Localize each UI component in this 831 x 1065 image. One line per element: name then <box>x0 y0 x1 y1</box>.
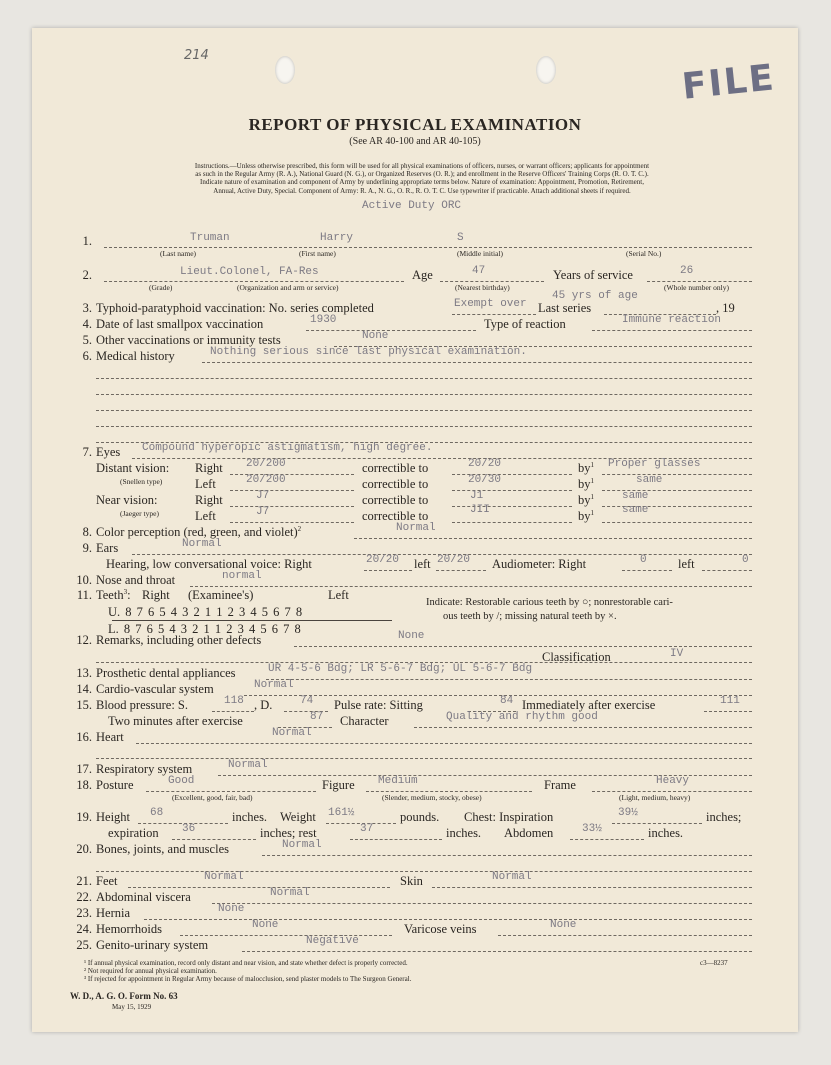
item-number: 5. <box>82 333 92 347</box>
year-suffix: , 19 <box>716 301 735 315</box>
typhoid-field[interactable]: Exempt over <box>454 298 527 310</box>
underline <box>230 506 354 507</box>
item-number: 2. <box>82 268 92 282</box>
typed-component: Active Duty ORC <box>362 200 462 212</box>
height-field[interactable]: 68 <box>150 807 164 819</box>
inches-label: inches. <box>648 826 684 840</box>
underline <box>702 570 752 571</box>
punch-hole <box>536 56 556 84</box>
underline <box>602 522 752 523</box>
underline <box>306 330 476 331</box>
instructions <box>87 162 757 195</box>
near-vision-label: Near vision: <box>96 493 158 507</box>
posture-label: Posture <box>96 778 134 792</box>
classification-label: Classification <box>542 650 611 664</box>
right-label: Right <box>195 461 223 475</box>
underline <box>436 570 486 571</box>
underline <box>180 935 392 936</box>
teeth-instruction: Indicate: Restorable carious teeth by ○; nonrestorable cari- <box>426 597 673 608</box>
item-number: 12. <box>76 633 92 647</box>
character-field[interactable]: Quality and rhythm good <box>446 711 598 723</box>
last-name-field[interactable]: Truman <box>190 232 230 244</box>
smallpox-label: Date of last smallpox vaccination <box>96 317 264 331</box>
underline <box>104 281 404 282</box>
underline <box>244 695 752 696</box>
hint-label: (Excellent, good, fair, bad) <box>172 793 253 802</box>
last-series-field[interactable]: 45 yrs of age <box>552 290 638 302</box>
hearing-left-field[interactable]: 20/20 <box>437 554 471 566</box>
item-number: 21. <box>76 874 92 888</box>
item-number: 23. <box>76 906 92 920</box>
blank-line <box>96 410 752 411</box>
pencil-note: 214 <box>184 48 209 63</box>
hearing-label: Hearing, low conversational voice: Right <box>106 557 312 571</box>
underline <box>704 711 752 712</box>
distant-vision-label: Distant vision: <box>96 461 170 475</box>
hernia-label: Hernia <box>96 906 131 920</box>
underline <box>136 743 752 744</box>
audiometer-left-label: left <box>678 557 695 571</box>
near-left-by[interactable]: same <box>622 504 649 516</box>
bp-systolic-field[interactable]: 118 <box>224 695 244 707</box>
bp-diastolic-field[interactable]: 74 <box>300 695 314 707</box>
first-name-field[interactable]: Harry <box>320 232 354 244</box>
near-left-field[interactable]: J7 <box>256 506 270 518</box>
underline <box>212 711 254 712</box>
hemorrhoids-label: Hemorrhoids <box>96 922 162 936</box>
left-label: Left <box>195 477 216 491</box>
prosthetic-label: Prosthetic dental appliances <box>96 666 236 680</box>
remarks-label: Remarks, including other defects <box>96 633 262 647</box>
by-label: $by^1$ <box>578 477 594 492</box>
item-number: 1. <box>82 234 92 248</box>
item-number: 10. <box>76 573 92 587</box>
pulse-label: Pulse rate: Sitting <box>334 698 423 712</box>
teeth-divider <box>112 620 392 621</box>
inches-label: inches; <box>706 810 742 824</box>
years-field[interactable]: 26 <box>680 265 694 277</box>
underline <box>350 839 442 840</box>
item-number: 7. <box>82 445 92 459</box>
distant-left-by[interactable]: same <box>636 474 663 486</box>
item-number: 3. <box>82 301 92 315</box>
middle-initial-field[interactable]: S <box>457 232 464 244</box>
inches-label: inches. <box>446 826 482 840</box>
hearing-right-field[interactable]: 20/20 <box>366 554 400 566</box>
item-number: 20. <box>76 842 92 856</box>
item-number: 9. <box>82 541 92 555</box>
underline <box>144 919 752 920</box>
blank-line <box>96 758 752 759</box>
form-subtitle: (See AR 40-100 and AR 40-105) <box>349 136 481 147</box>
audiometer-label: Audiometer: Right <box>492 557 587 571</box>
hint-label: (Middle initial) <box>457 249 504 258</box>
right-label: Right <box>195 493 223 507</box>
underline <box>354 538 752 539</box>
hint-label: (Last name) <box>160 249 197 258</box>
instructions-line: Instructions.—Unless otherwise prescribed, this form will be used for all physical examinations of officers, nurses, or warrant officers; applicants for appointment <box>194 162 650 170</box>
hearing-left-label: left <box>414 557 431 571</box>
form-page <box>32 28 798 1032</box>
posture-field[interactable]: Good <box>168 775 195 787</box>
near-right-by[interactable]: same <box>622 490 649 502</box>
hint-label: (Whole number only) <box>664 283 729 292</box>
bones-label: Bones, joints, and muscles <box>96 842 229 856</box>
skin-label: Skin <box>400 874 423 888</box>
distant-left-field[interactable]: 20/200 <box>246 474 286 486</box>
item-number: 17. <box>76 762 92 776</box>
underline <box>128 887 390 888</box>
item-number: 11. <box>76 588 92 602</box>
underline <box>592 791 752 792</box>
resp-field[interactable]: Normal <box>228 759 268 771</box>
reaction-label: Type of reaction <box>484 317 566 331</box>
near-left-corrected[interactable]: JII <box>470 504 490 516</box>
underline <box>212 903 752 904</box>
underline <box>294 646 752 647</box>
underline <box>432 887 752 888</box>
near-right-corrected[interactable]: J1 <box>470 490 484 502</box>
cardio-field[interactable]: Normal <box>254 679 294 691</box>
teeth-lower-row: L. 8 7 6 5 4 3 2 1 1 2 3 4 5 6 7 8 <box>108 622 301 636</box>
bp-d-label: , D. <box>254 698 273 712</box>
hernia-field[interactable]: None <box>218 903 245 915</box>
audiometer-right-field[interactable]: 0 <box>640 554 647 566</box>
resp-label: Respiratory system <box>96 762 193 776</box>
instructions-line: Indicate nature of examination and component of Army by underlining appropriate terms below. Nature of examination: Appointment, Promotion, Retirement, <box>200 178 644 187</box>
underline <box>602 474 752 475</box>
inches-rest-label: inches; rest <box>260 826 317 840</box>
eyes-label: Eyes <box>96 445 121 459</box>
feet-label: Feet <box>96 874 118 888</box>
underline <box>146 791 316 792</box>
hint-label: (Serial No.) <box>626 249 662 258</box>
footnote: ¹ If annual physical examination, record only distant and near vision, and state whether defect is properly corrected. <box>84 959 408 967</box>
print-code: c3—8237 <box>700 959 728 967</box>
color-label: Color perception (red, green, and violet)$^2$ <box>96 525 302 540</box>
rest-field[interactable]: 37 <box>360 823 374 835</box>
item-number: 14. <box>76 682 92 696</box>
heart-field[interactable]: Normal <box>272 727 312 739</box>
instructions-line: as such in the Regular Army (R. A.), National Guard (N. G.), or Organized Reserves (O. R.); and enrollment in the Reserve Officers' Training Corps (R. O. T. C.). <box>195 170 649 179</box>
character-label: Character <box>340 714 389 728</box>
teeth-right-label: Right <box>142 588 170 602</box>
blank-line <box>96 426 752 427</box>
weight-label: Weight <box>280 810 316 824</box>
hint-label: (Slender, medium, stocky, obese) <box>382 793 482 802</box>
distant-right-field[interactable]: 20/200 <box>246 458 286 470</box>
bp-label: Blood pressure: S. <box>96 698 189 712</box>
blank-line <box>96 871 752 872</box>
genito-label: Genito-urinary system <box>96 938 209 952</box>
underline <box>262 855 752 856</box>
audiometer-left-field[interactable]: 0 <box>742 554 749 566</box>
medical-field[interactable]: Nothing serious since last physical examination. <box>210 346 527 358</box>
two-minutes-label: Two minutes after exercise <box>108 714 243 728</box>
abdomen-field[interactable]: 33½ <box>582 823 602 835</box>
blank-line <box>96 394 752 395</box>
teeth-left-label: Left <box>328 588 349 602</box>
grade-field[interactable]: Lieut.Colonel, FA-Res <box>180 266 319 278</box>
correctible-label: correctible to <box>362 461 429 475</box>
item-number: 13. <box>76 666 92 680</box>
distant-left-corrected[interactable]: 20/30 <box>468 474 502 486</box>
file-stamp: FILE <box>680 57 778 108</box>
item-number: 6. <box>82 349 92 363</box>
footnote: ² Not required for annual physical examination. <box>84 967 217 975</box>
punch-hole <box>275 56 295 84</box>
item-number: 18. <box>76 778 92 792</box>
genito-field[interactable]: Negative <box>306 935 359 947</box>
underline <box>647 281 752 282</box>
hint-label: (Nearest birthday) <box>455 283 510 292</box>
classification-field[interactable]: IV <box>670 648 684 660</box>
underline <box>230 490 354 491</box>
bones-field[interactable]: Normal <box>282 839 322 851</box>
correctible-label: correctible to <box>362 493 429 507</box>
teeth-examinee-label: (Examinee's) <box>188 588 254 602</box>
by-label: $by^1$ <box>578 461 594 476</box>
heart-label: Heart <box>96 730 124 744</box>
teeth-upper-row: U. 8 7 6 5 4 3 2 1 1 2 3 4 5 6 7 8 <box>108 605 303 619</box>
hint-label: (First name) <box>299 249 336 258</box>
correctible-label: correctible to <box>362 509 429 523</box>
underline <box>190 586 752 587</box>
underline <box>366 791 532 792</box>
underline <box>202 362 752 363</box>
item-number: 15. <box>76 698 92 712</box>
prosthetic-field[interactable]: UR 4-5-6 Bdg; LR 5-6-7 Bdg; UL 5-6-7 Bdg <box>268 663 533 675</box>
eyes-field[interactable]: Compound hyperopic astigmatism, high degree. <box>142 442 433 454</box>
item-number: 19. <box>76 810 92 824</box>
underline <box>364 570 412 571</box>
hint-label: (Light, medium, heavy) <box>619 793 691 802</box>
frame-field[interactable]: Heavy <box>656 775 690 787</box>
near-right-field[interactable]: J7 <box>256 490 270 502</box>
after-exercise-label: Immediately after exercise <box>522 698 656 712</box>
feet-field[interactable]: Normal <box>204 871 244 883</box>
hint-label: (Snellen type) <box>120 477 163 486</box>
instructions-line: Annual, Active Duty, Special. Component of Army: R. A., N. G., O. R., R. O. T. C. Use typewriter if practicable. Attach additional sheets if required. <box>213 186 631 195</box>
pulse-sitting-field[interactable]: 84 <box>500 695 514 707</box>
age-field[interactable]: 47 <box>472 265 486 277</box>
pulse-after-field[interactable]: 111 <box>720 695 740 707</box>
item-number: 22. <box>76 890 92 904</box>
chest-label: Chest: Inspiration <box>464 810 554 824</box>
underline <box>230 522 354 523</box>
distant-right-corrected[interactable]: 20/20 <box>468 458 502 470</box>
other-vacc-label: Other vaccinations or immunity tests <box>96 333 281 347</box>
item-number: 8. <box>82 525 92 539</box>
ears-field[interactable]: Normal <box>182 538 222 550</box>
hint-label: (Grade) <box>149 283 173 292</box>
color-field[interactable]: Normal <box>396 522 436 534</box>
left-label: Left <box>195 509 216 523</box>
form-title: REPORT OF PHYSICAL EXAMINATION <box>248 115 582 134</box>
blank-line <box>96 378 752 379</box>
distant-right-by[interactable]: Proper glasses <box>608 458 701 470</box>
varicose-field[interactable]: None <box>550 919 577 931</box>
form-number: W. D., A. G. O. Form No. 63 <box>70 991 178 1001</box>
teeth-label: Teeth$^3$: <box>96 588 131 603</box>
item-number: 24. <box>76 922 92 936</box>
underline <box>452 314 536 315</box>
cardio-label: Cardio-vascular system <box>96 682 214 696</box>
teeth-instruction: ous teeth by /; missing natural teeth by ×. <box>443 611 617 622</box>
underline <box>452 522 572 523</box>
underline <box>266 679 752 680</box>
item-number: 25. <box>76 938 92 952</box>
by-label: $by^1$ <box>578 493 594 508</box>
underline <box>612 823 702 824</box>
underline <box>592 330 752 331</box>
form-date: May 15, 1929 <box>112 1003 152 1011</box>
underline <box>570 839 644 840</box>
other-vacc-field[interactable]: None <box>362 330 389 342</box>
expiration-label: expiration <box>108 826 159 840</box>
medical-label: Medical history <box>96 349 175 363</box>
frame-label: Frame <box>544 778 576 792</box>
expiration-field[interactable]: 36 <box>182 823 196 835</box>
pounds-label: pounds. <box>400 810 440 824</box>
underline <box>622 570 672 571</box>
abdomen-label: Abdomen <box>504 826 554 840</box>
skin-field[interactable]: Normal <box>492 871 532 883</box>
hint-label: (Jaeger type) <box>120 509 159 518</box>
smallpox-field[interactable]: 1930 <box>310 314 337 326</box>
hemorrhoids-field[interactable]: None <box>252 919 279 931</box>
height-label: Height <box>96 810 131 824</box>
inches-label: inches. <box>232 810 268 824</box>
last-series-label: Last series <box>538 301 592 315</box>
pulse-two-min-field[interactable]: 87 <box>310 711 324 723</box>
footnote: ³ If rejected for appointment in Regular Army because of malocclusion, send plaster models to The Surgeon General. <box>84 975 412 983</box>
item-number: 4. <box>82 317 92 331</box>
varicose-label: Varicose veins <box>404 922 477 936</box>
abdominal-field[interactable]: Normal <box>270 887 310 899</box>
age-label: Age <box>412 268 433 282</box>
reaction-field[interactable]: Immune reaction <box>622 314 722 326</box>
inspiration-field[interactable]: 39½ <box>618 807 638 819</box>
underline <box>498 935 752 936</box>
underline <box>172 839 256 840</box>
nose-label: Nose and throat <box>96 573 176 587</box>
typhoid-label: Typhoid-paratyphoid vaccination: No. series completed <box>96 301 374 315</box>
figure-label: Figure <box>322 778 355 792</box>
underline <box>242 951 752 952</box>
by-label: $by^1$ <box>578 509 594 524</box>
abdominal-label: Abdominal viscera <box>96 890 191 904</box>
underline <box>104 247 752 248</box>
years-label: Years of service <box>553 268 633 282</box>
figure-field[interactable]: Medium <box>378 775 418 787</box>
nose-field[interactable]: normal <box>222 570 262 582</box>
underline <box>414 727 752 728</box>
correctible-label: correctible to <box>362 477 429 491</box>
underline <box>440 281 544 282</box>
remarks-field[interactable]: None <box>398 630 425 642</box>
item-number: 16. <box>76 730 92 744</box>
weight-field[interactable]: 161½ <box>328 807 355 819</box>
hint-label: (Organization and arm or service) <box>237 283 339 292</box>
ears-label: Ears <box>96 541 119 555</box>
